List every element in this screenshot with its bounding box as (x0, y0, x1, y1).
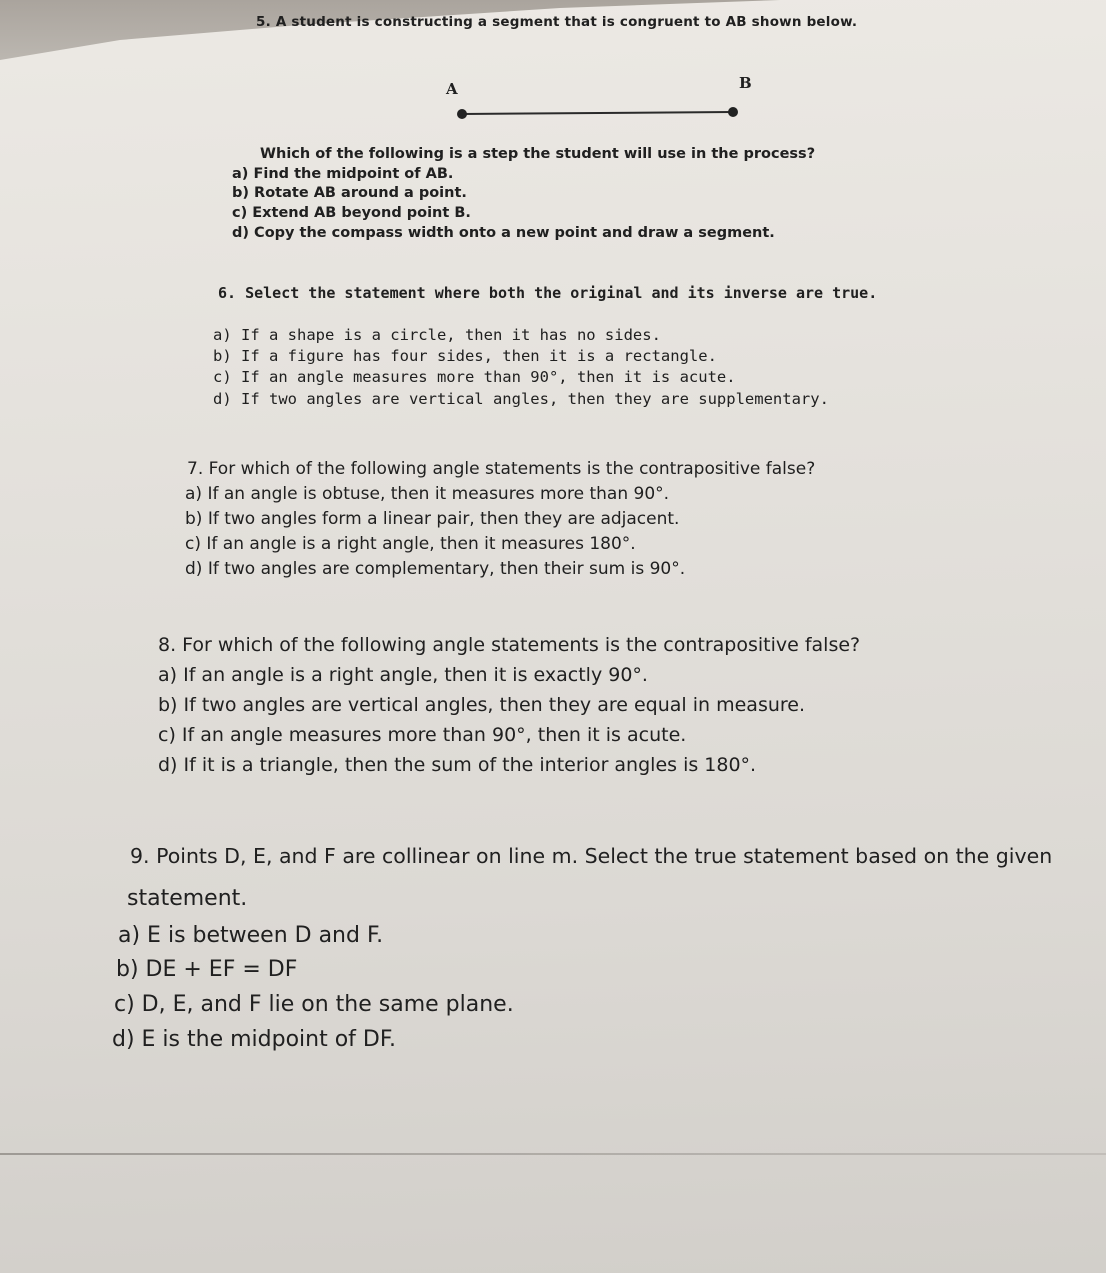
q9-prompt-line1: 9. Points D, E, and F are collinear on line m. Select the true statement based on the given (130, 844, 1053, 868)
q9-option-c: c) D, E, and F lie on the same plane. (114, 992, 514, 1017)
q6-option-b: b) If a figure has four sides, then it is a rectangle. (213, 347, 717, 365)
q9-option-a: a) E is between D and F. (118, 923, 384, 948)
point-b-dot (728, 107, 738, 117)
q5-option-a: a) Find the midpoint of AB. (232, 166, 454, 182)
q5-prompt: 5. A student is constructing a segment that is congruent to AB shown below. (256, 14, 858, 30)
q7-option-d: d) If two angles are complementary, then their sum is 90°. (185, 559, 686, 579)
q5-option-c: c) Extend AB beyond point B. (232, 205, 471, 221)
segment-ab-line (462, 112, 733, 114)
q6-option-a: a) If a shape is a circle, then it has no sides. (213, 326, 661, 344)
q9-prompt-line2: statement. (127, 886, 248, 911)
q6-option-c: c) If an angle measures more than 90°, then it is acute. (213, 368, 736, 386)
q5-question: Which of the following is a step the student will use in the process? (260, 146, 816, 162)
q5-option-d: d) Copy the compass width onto a new point and draw a segment. (232, 225, 775, 241)
q9-option-d: d) E is the midpoint of DF. (112, 1027, 396, 1052)
q6-option-d: d) If two angles are vertical angles, then they are supplementary. (213, 390, 829, 408)
q5-option-b: b) Rotate AB around a point. (232, 185, 467, 201)
q8-option-a: a) If an angle is a right angle, then it is exactly 90°. (158, 664, 648, 686)
point-b-label: B (739, 74, 752, 92)
q7-option-a: a) If an angle is obtuse, then it measures more than 90°. (185, 484, 670, 504)
q7-option-b: b) If two angles form a linear pair, then they are adjacent. (185, 509, 680, 529)
point-a-dot (457, 109, 467, 119)
q9-option-b: b) DE + EF = DF (116, 957, 298, 982)
q7-prompt: 7. For which of the following angle statements is the contrapositive false? (187, 459, 816, 479)
q6-prompt: 6. Select the statement where both the original and its inverse are true. (218, 284, 878, 302)
q8-option-c: c) If an angle measures more than 90°, then it is acute. (158, 724, 687, 746)
q8-prompt: 8. For which of the following angle statements is the contrapositive false? (158, 634, 861, 656)
q8-option-d: d) If it is a triangle, then the sum of the interior angles is 180°. (158, 754, 757, 776)
q7-option-c: c) If an angle is a right angle, then it measures 180°. (185, 534, 636, 554)
page-edge-line (0, 1153, 1106, 1155)
point-a-label: A (446, 80, 458, 98)
q8-option-b: b) If two angles are vertical angles, then they are equal in measure. (158, 694, 806, 716)
